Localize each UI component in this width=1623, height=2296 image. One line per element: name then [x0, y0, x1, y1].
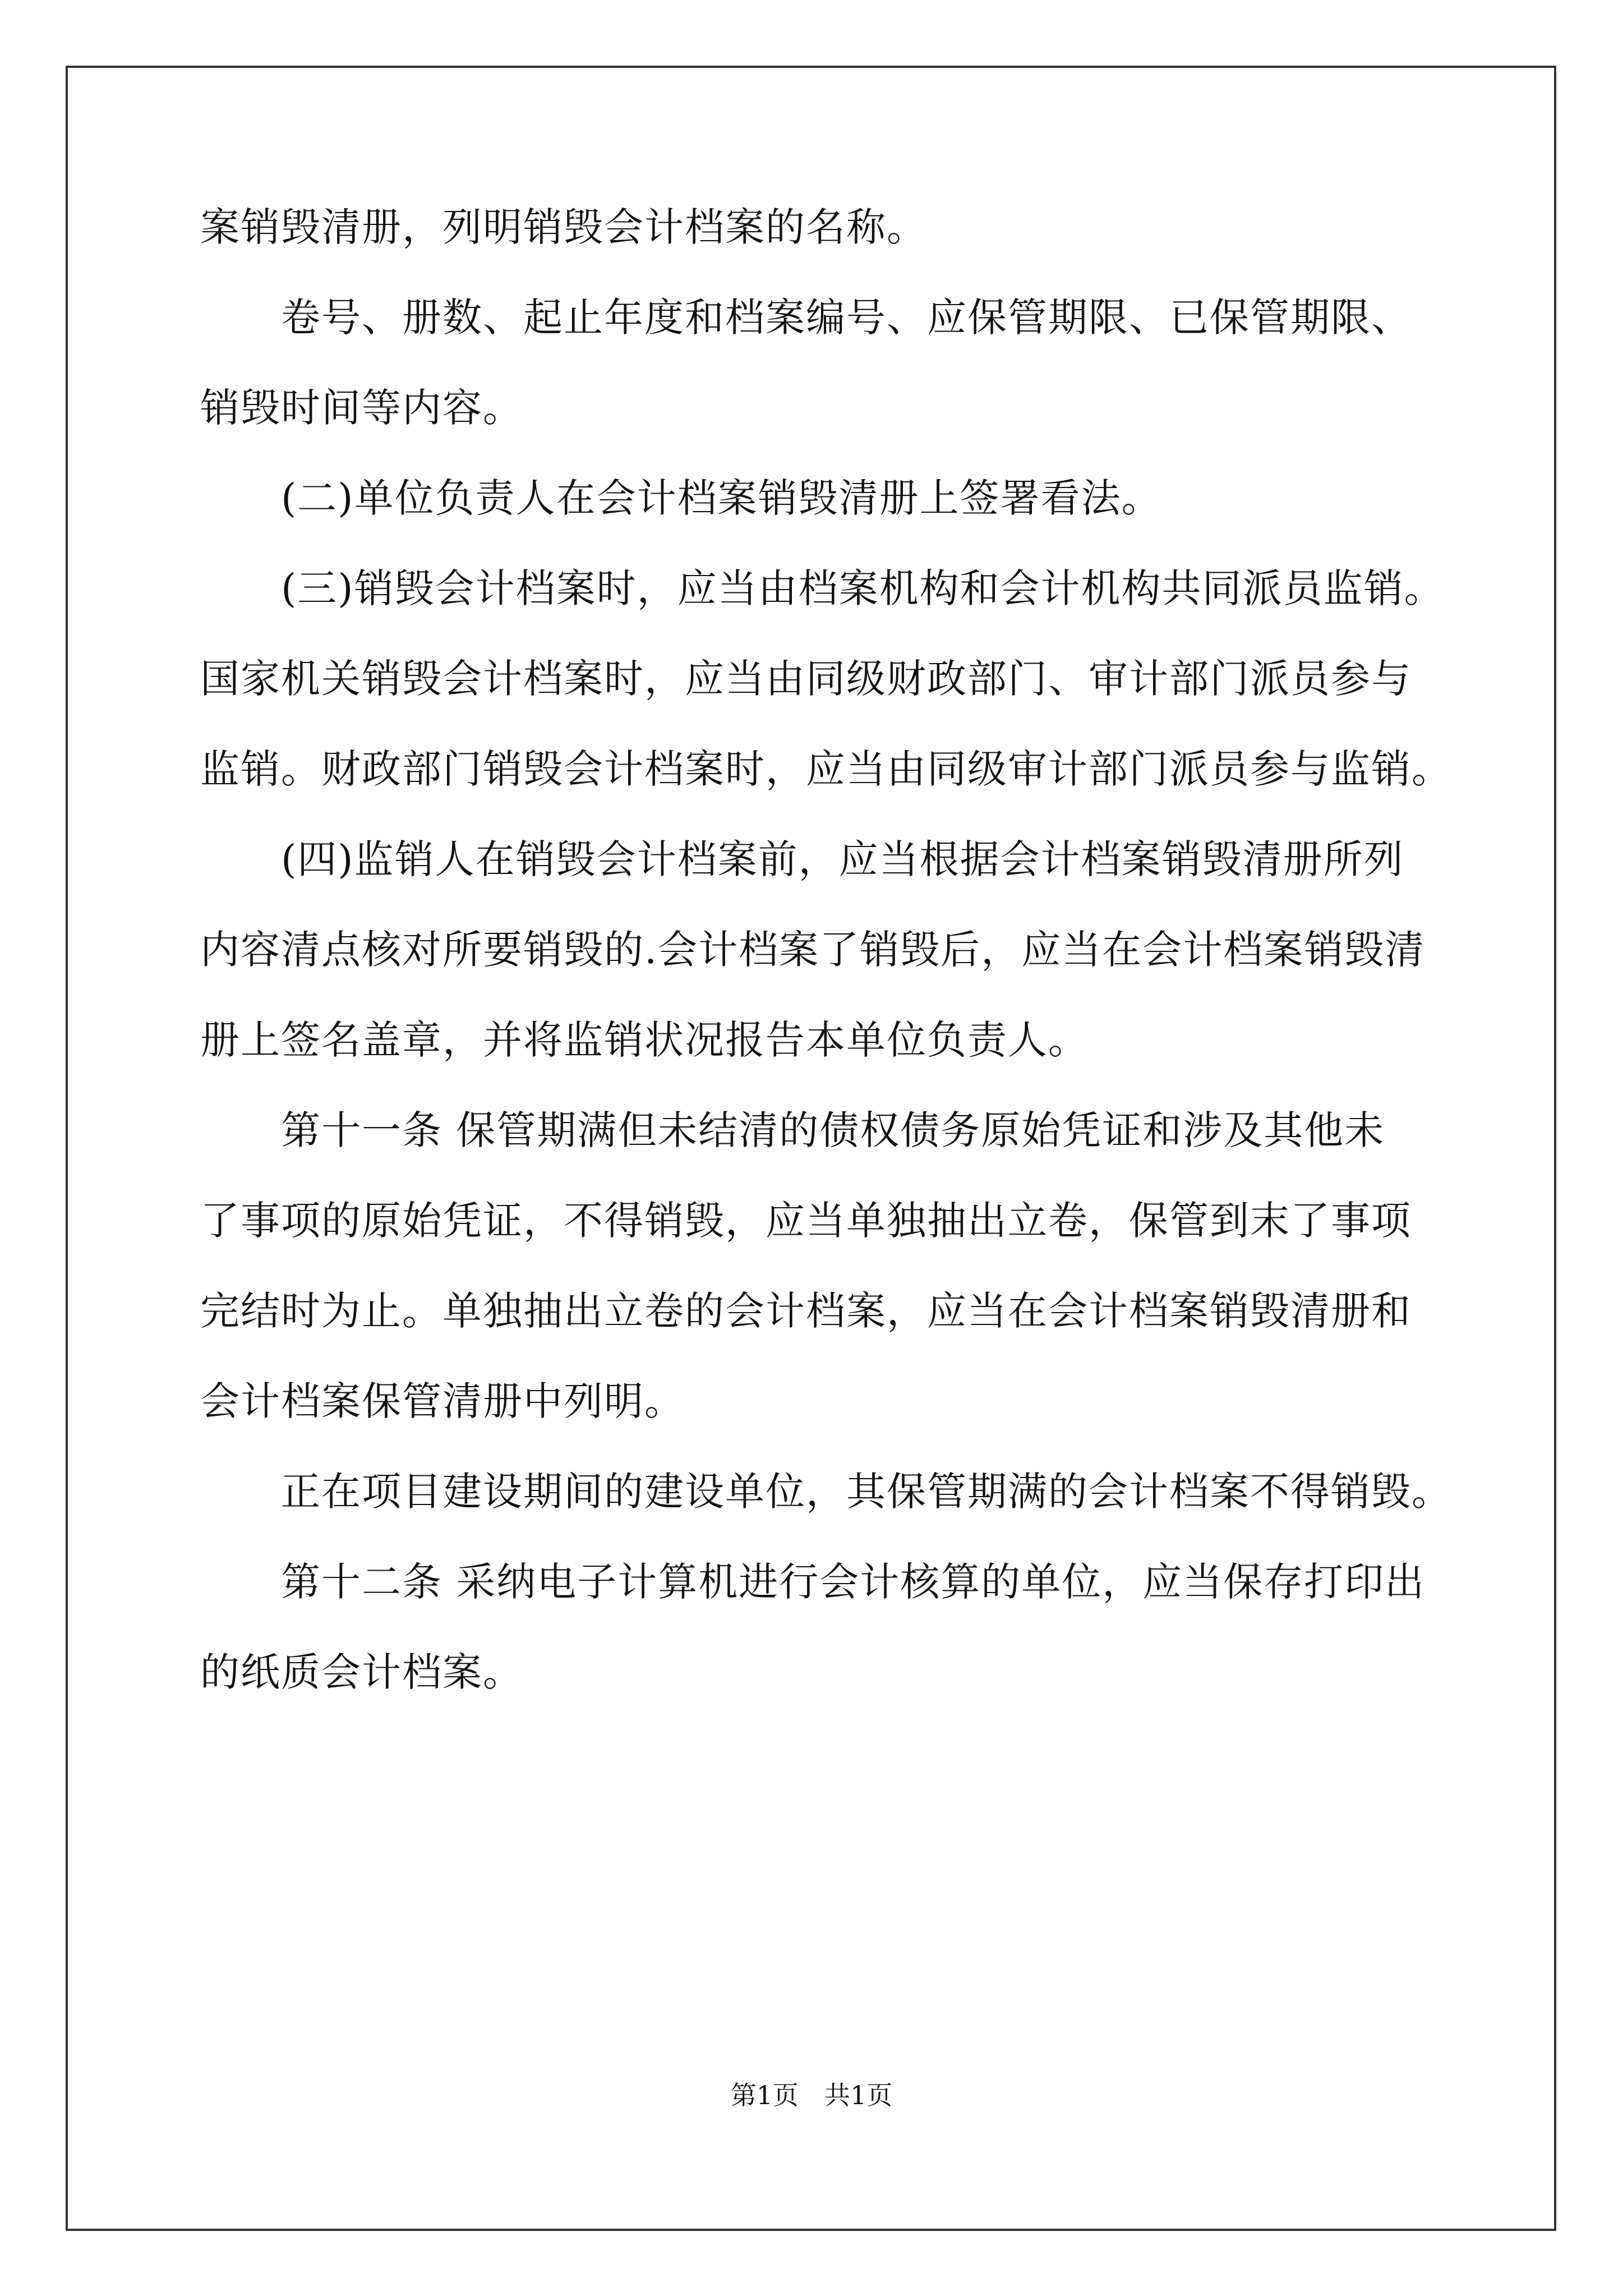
- text-line: 册上签名盖章，并将监销状况报告本单位负责人。: [200, 1017, 1089, 1063]
- text-line: 会计档案保管清册中列明。: [200, 1378, 685, 1424]
- text-line: 内容清点核对所要销毁的.会计档案了销毁后，应当在会计档案销毁清: [200, 927, 1426, 973]
- text-line: 第十二条 采纳电子计算机进行会计核算的单位，应当保存打印出: [281, 1559, 1426, 1605]
- text-line: 完结时为止。单独抽出立卷的会计档案，应当在会计档案销毁清册和: [200, 1288, 1412, 1334]
- text-line: 监销。财政部门销毁会计档案时，应当由同级审计部门派员参与监销。: [200, 746, 1452, 792]
- text-line: 卷号、册数、起止年度和档案编号、应保管期限、已保管期限、: [281, 295, 1412, 341]
- page-number: 第1页 共1页: [730, 2080, 893, 2110]
- text-line: (四)监销人在销毁会计档案前，应当根据会计档案销毁清册所列: [281, 836, 1404, 882]
- text-line: 案销毁清册，列明销毁会计档案的名称。: [200, 204, 927, 250]
- text-line: 的纸质会计档案。: [200, 1649, 523, 1695]
- text-line: 正在项目建设期间的建设单位，其保管期满的会计档案不得销毁。: [281, 1469, 1452, 1515]
- text-line: 了事项的原始凭证，不得销毁，应当单独抽出立卷，保管到末了事项: [200, 1198, 1412, 1244]
- text-line: 国家机关销毁会计档案时，应当由同级财政部门、审计部门派员参与: [200, 656, 1412, 702]
- text-line: (二)单位负责人在会计档案销毁清册上签署看法。: [281, 475, 1162, 521]
- text-line: (三)销毁会计档案时，应当由档案机构和会计机构共同派员监销。: [281, 565, 1445, 611]
- text-line: 第十一条 保管期满但未结清的债权债务原始凭证和涉及其他未: [281, 1107, 1385, 1153]
- text-line: 销毁时间等内容。: [200, 385, 523, 431]
